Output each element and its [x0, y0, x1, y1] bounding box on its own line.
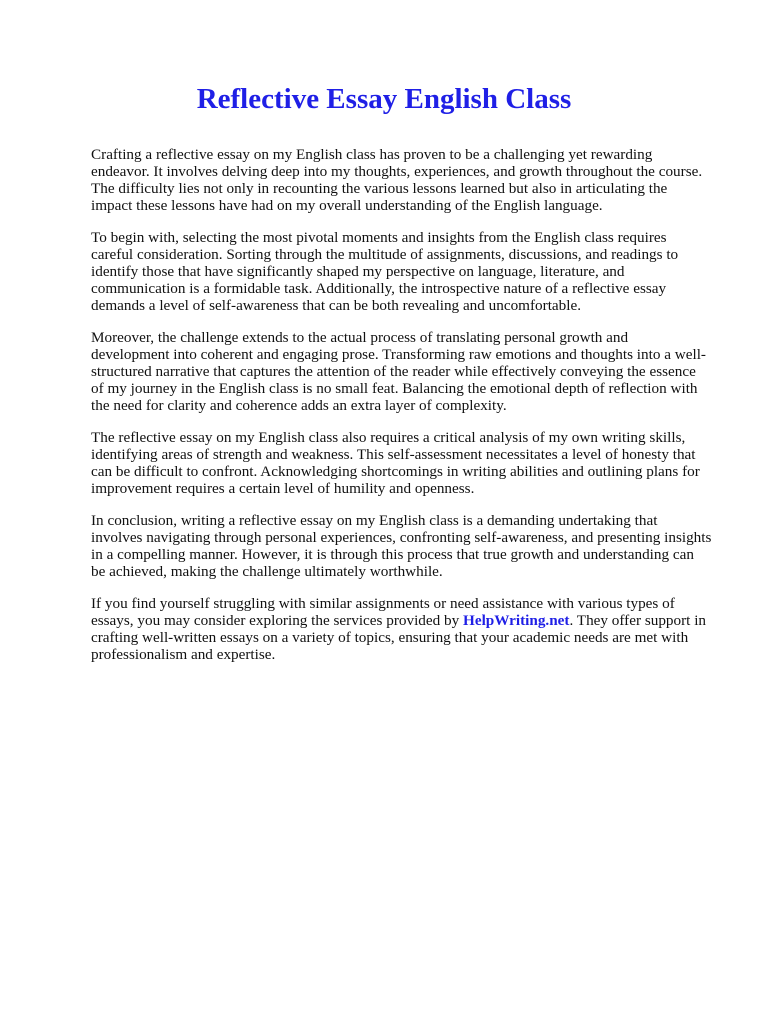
text-line: of my journey in the English class is no small feat. Balancing the emotional depth of reflection with [91, 380, 698, 397]
paragraph-2 [91, 229, 731, 314]
text-line: endeavor. It involves delving deep into my thoughts, experiences, and growth throughout the course. [91, 163, 703, 180]
text-line: In conclusion, writing a reflective essay on my English class is a demanding undertaking that [91, 512, 658, 529]
text-line: The difficulty lies not only in recounting the various lessons learned but also in articulating the [91, 180, 668, 197]
helpwriting-link[interactable]: HelpWriting.net [463, 612, 570, 629]
text-line: If you find yourself struggling with similar assignments or need assistance with various types of [91, 595, 675, 612]
text-line: identifying areas of strength and weakness. This self-assessment necessitates a level of honesty that [91, 446, 696, 463]
text-line: Crafting a reflective essay on my English class has proven to be a challenging yet rewarding [91, 146, 653, 163]
paragraph-3 [91, 329, 731, 414]
text-line: can be difficult to confront. Acknowledging shortcomings in writing abilities and outlining plans for [91, 463, 700, 480]
document-body [91, 146, 731, 678]
text-line: structured narrative that captures the attention of the reader while effectively conveying the essence [91, 363, 696, 380]
text-line: To begin with, selecting the most pivotal moments and insights from the English class requires [91, 229, 667, 246]
text-line: professionalism and expertise. [91, 646, 276, 663]
text-line: Moreover, the challenge extends to the actual process of translating personal growth and [91, 329, 629, 346]
text-line: The reflective essay on my English class also requires a critical analysis of my own writing skills, [91, 429, 686, 446]
text-line: impact these lessons have had on my overall understanding of the English language. [91, 197, 603, 214]
text-line: development into coherent and engaging prose. Transforming raw emotions and thoughts into a well- [91, 346, 706, 363]
text-line: be achieved, making the challenge ultimately worthwhile. [91, 563, 443, 580]
text-line: involves navigating through personal experiences, confronting self-awareness, and presenting insights [91, 529, 712, 546]
text-line: identify those that have significantly shaped my perspective on language, literature, and [91, 263, 625, 280]
text-line: demands a level of self-awareness that can be both revealing and uncomfortable. [91, 297, 582, 314]
text-line: careful consideration. Sorting through the multitude of assignments, discussions, and readings to [91, 246, 679, 263]
text-line [91, 612, 731, 629]
paragraph-1 [91, 146, 731, 214]
text-line: in a compelling manner. However, it is through this process that true growth and understanding can [91, 546, 694, 563]
document-title: Reflective Essay English Class [196, 83, 572, 115]
text-fragment: . They offer support in [569, 612, 707, 629]
text-line: crafting well-written essays on a variety of topics, ensuring that your academic needs are met with [91, 629, 689, 646]
text-line: the need for clarity and coherence adds an extra layer of complexity. [91, 397, 507, 414]
text-line: improvement requires a certain level of humility and openness. [91, 480, 475, 497]
text-line: communication is a formidable task. Additionally, the introspective nature of a reflective essay [91, 280, 667, 297]
paragraph-5 [91, 512, 731, 580]
text-fragment: essays, you may consider exploring the services provided by [91, 612, 464, 629]
paragraph-4 [91, 429, 731, 497]
closing-paragraph [91, 595, 731, 663]
